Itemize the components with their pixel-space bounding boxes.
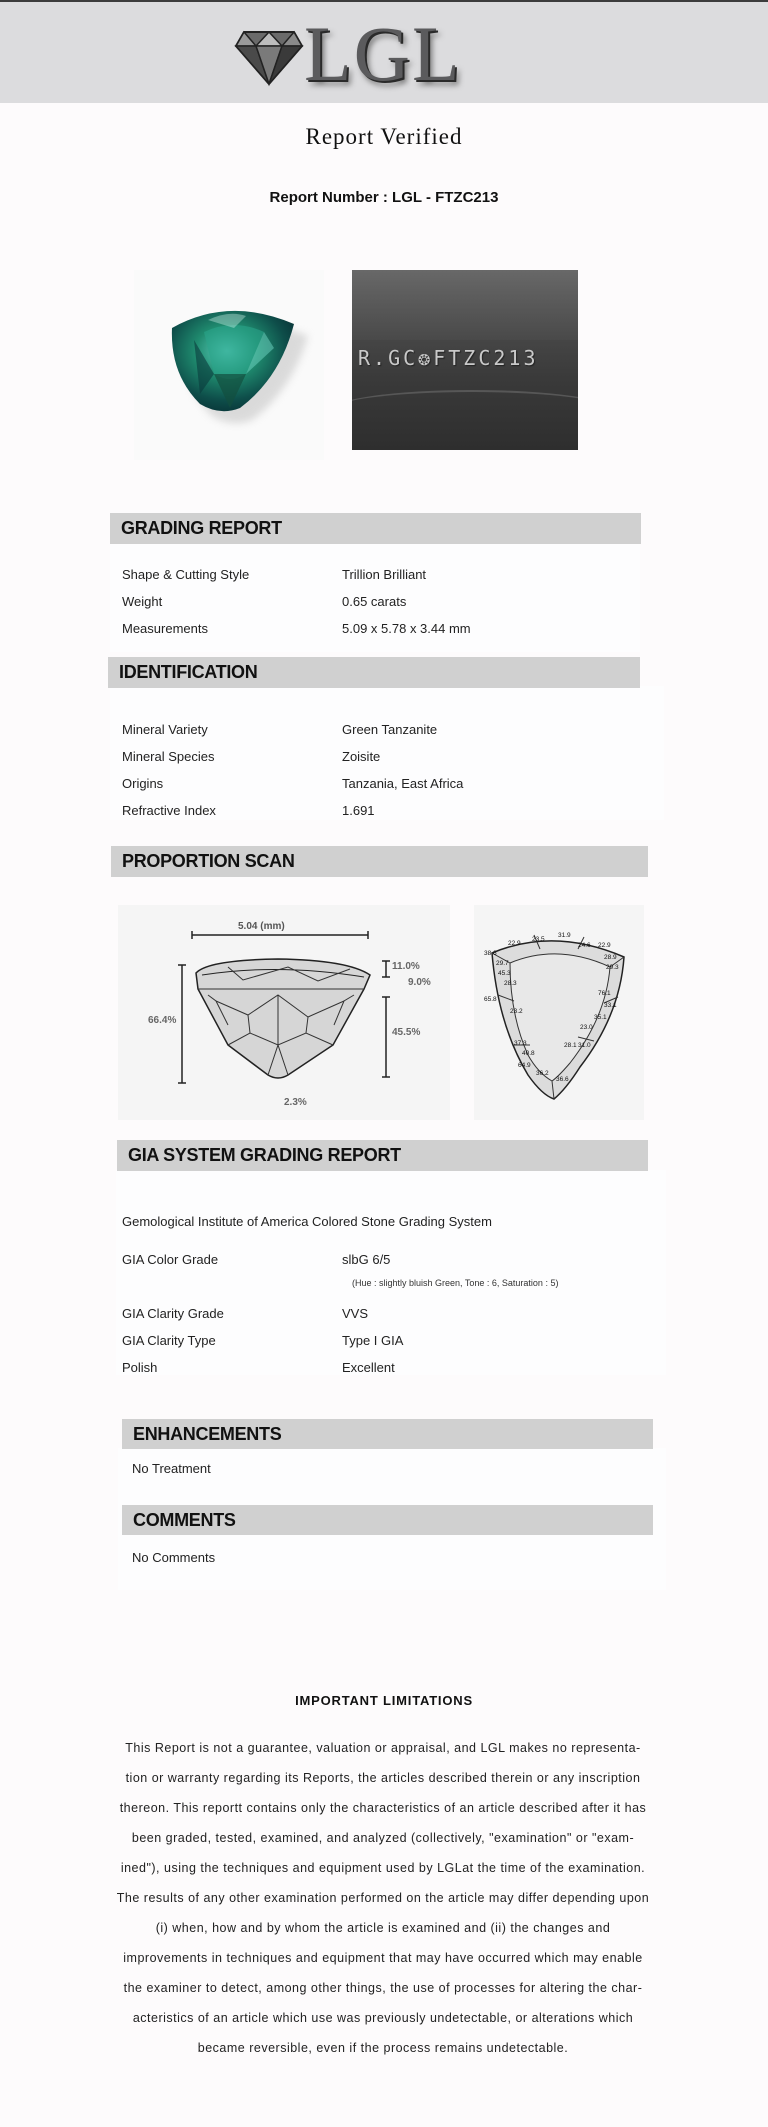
pavilion-depth-label: 45.5%: [392, 1027, 421, 1038]
gemstone-photo: [134, 270, 324, 460]
facet-0: 38.6: [484, 950, 497, 957]
gia-color-grade-value: slbG 6/5: [342, 1252, 391, 1267]
facet-18: 37.3: [514, 1040, 527, 1047]
shape-value: Trillion Brilliant: [342, 567, 427, 582]
gia-report-header: [117, 1140, 648, 1171]
gia-report-title: GIA SYSTEM GRADING REPORT: [128, 1145, 401, 1165]
proportion-scan-title: PROPORTION SCAN: [122, 851, 295, 871]
measurements-value: 5.09 x 5.78 x 3.44 mm: [342, 621, 471, 636]
shape-label: Shape & Cutting Style: [122, 567, 250, 582]
facet-8: 29.7: [496, 960, 509, 967]
facet-10: 28.3: [504, 980, 517, 987]
inscription-text: R.GC❂FTZC213: [358, 346, 539, 370]
proportion-top-diagram: [474, 905, 644, 1120]
facet-9: 45.3: [498, 970, 511, 977]
facet-3: 31.9: [558, 932, 571, 939]
polish-value: Excellent: [342, 1360, 395, 1375]
report-number: Report Number : LGL - FTZC213: [269, 189, 499, 206]
mineral-variety-label: Mineral Variety: [122, 722, 208, 737]
grading-report-header: [110, 513, 641, 544]
width-label: 5.04 (mm): [238, 921, 285, 932]
gia-clarity-type-value: Type I GIA: [342, 1333, 404, 1348]
gia-color-grade-label: GIA Color Grade: [122, 1252, 219, 1267]
proportion-side-diagram: [118, 905, 450, 1120]
facet-21: 28.1: [564, 1042, 577, 1049]
facet-22: 36.2: [536, 1070, 549, 1077]
gia-clarity-grade-value: VVS: [342, 1306, 369, 1321]
facet-7: 29.3: [606, 964, 619, 971]
mineral-species-value: Zoisite: [342, 749, 381, 764]
limitations-heading: IMPORTANT LIMITATIONS: [295, 1693, 473, 1708]
comments-text: No Comments: [132, 1550, 216, 1565]
facet-1: 22.9: [508, 940, 521, 947]
facet-4: 24.6: [578, 942, 591, 949]
refractive-index-label: Refractive Index: [122, 803, 216, 818]
identification-title: IDENTIFICATION: [119, 662, 258, 682]
weight-label: Weight: [122, 594, 163, 609]
facet-5: 22.9: [598, 942, 611, 949]
depth-label: 66.4%: [148, 1015, 177, 1026]
grading-report-title: GRADING REPORT: [121, 518, 282, 538]
comments-header: [122, 1505, 653, 1535]
gia-clarity-type-label: GIA Clarity Type: [122, 1333, 216, 1348]
gia-clarity-grade-label: GIA Clarity Grade: [122, 1306, 224, 1321]
mineral-variety-value: Green Tanzanite: [342, 722, 438, 737]
refractive-index-value: 1.691: [342, 803, 375, 818]
page-title: Report Verified: [305, 124, 463, 149]
facet-19: 40.8: [522, 1050, 535, 1057]
facet-13: 33.1: [604, 1002, 617, 1009]
diamond-icon: [234, 24, 304, 88]
crown-angle-label: 9.0%: [408, 977, 431, 988]
facet-11: 65.8: [484, 996, 497, 1003]
identification-header: [108, 657, 640, 688]
limitations-text: This Report is not a guarantee, valuation or appraisal, and LGL makes no representa-tion or warranty regarding its Reports, the articles described therein or any inscription thereon. This reportt contains only the characteristics of an article described after it has been graded, tested, examined, and analyzed (collectively, "examination" or "exam-ined"), using the techniques and equipment used by LGLat the time of the examination. The results of any other examination performed on the article may differ depending upon (i) when, how and by whom the article is examined and (ii) the changes and improvements in techniques and equipment that may have occurred which may enable the examiner to detect, among other things, the use of processes for altering the char-acteristics of an article which use was previously undetectable, or alterations which became reversible, even if the process remains undetectable.: [116, 1741, 650, 2055]
gia-color-note: (Hue : slightly bluish Green, Tone : 6, Saturation : 5): [352, 1278, 559, 1288]
measurements-label: Measurements: [122, 621, 208, 636]
facet-23: 36.6: [556, 1076, 569, 1083]
proportion-scan-header: [111, 846, 648, 877]
girdle-label: 2.3%: [284, 1097, 307, 1108]
inscription-photo: [352, 270, 578, 450]
enhancements-text: No Treatment: [132, 1461, 211, 1476]
enhancements-header: [122, 1419, 653, 1449]
facet-17: 31.0: [578, 1042, 591, 1049]
facet-12: 76.1: [598, 990, 611, 997]
facet-20: 64.9: [518, 1062, 531, 1069]
enhancements-title: ENHANCEMENTS: [133, 1424, 282, 1444]
logo-text: LGL: [304, 10, 462, 97]
comments-title: COMMENTS: [133, 1510, 236, 1530]
facet-16: 23.0: [580, 1024, 593, 1031]
mineral-species-label: Mineral Species: [122, 749, 215, 764]
origins-label: Origins: [122, 776, 164, 791]
crown-height-label: 11.0%: [392, 961, 420, 972]
facet-14: 35.1: [594, 1014, 607, 1021]
origins-value: Tanzania, East Africa: [342, 776, 464, 791]
facet-15: 23.2: [510, 1008, 523, 1015]
gia-system-name: Gemological Institute of America Colored Stone Grading System: [122, 1214, 492, 1229]
lgl-logo: [234, 10, 488, 97]
facet-2: 23.5: [532, 936, 545, 943]
weight-value: 0.65 carats: [342, 594, 407, 609]
header-banner: [0, 2, 768, 103]
facet-6: 28.9: [604, 954, 617, 961]
polish-label: Polish: [122, 1360, 158, 1375]
